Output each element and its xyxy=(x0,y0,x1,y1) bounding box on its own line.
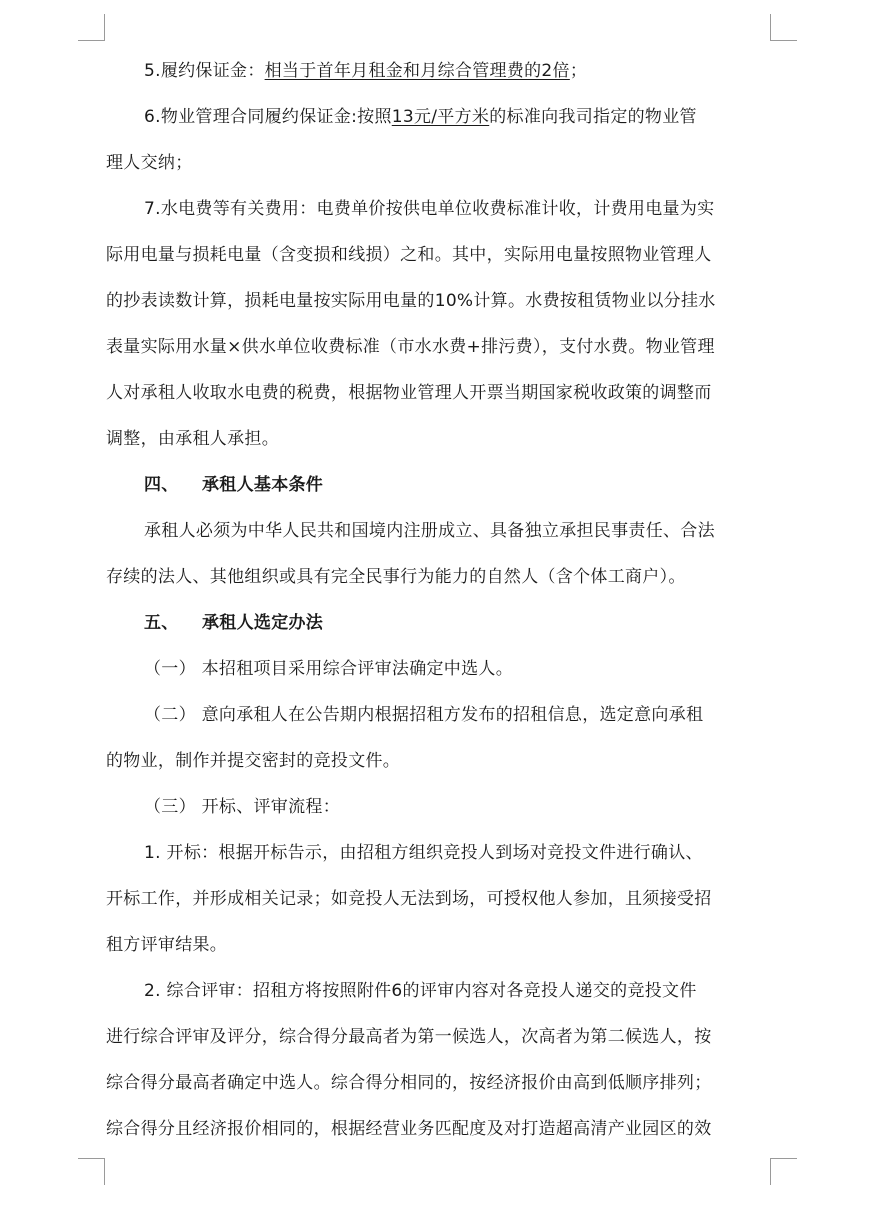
item-7-line: 调整，由承租人承担。 xyxy=(106,429,279,449)
section-4-title: 承租人基本条件 xyxy=(202,475,324,495)
crop-mark-top-left xyxy=(78,14,105,41)
item-5-label: 5.履约保证金： xyxy=(144,61,265,81)
item-7-line: 的抄表读数计算，损耗电量按实际用电量的10%计算。水费按租赁物业以分挂水 xyxy=(106,291,716,311)
item-6-line-2: 理人交纳； xyxy=(106,153,193,173)
item-6-label: 6.物业管理合同履约保证金:按照 xyxy=(144,107,392,127)
crop-mark-bottom-right xyxy=(770,1158,797,1185)
section-5-sub-3: （三） 开标、评审流程： xyxy=(144,797,341,817)
step-2-line: 2. 综合评审：招租方将按照附件6的评审内容对各竞投人递交的竞投文件 xyxy=(144,981,697,1001)
section-5-title: 承租人选定办法 xyxy=(202,613,324,633)
step-1-line: 租方评审结果。 xyxy=(106,935,228,955)
item-6 xyxy=(106,94,770,140)
step-2-line: 综合得分且经济报价相同的，根据经营业务匹配度及对打造超高清产业园区的效 xyxy=(106,1119,712,1139)
step-1-line: 1. 开标：根据开标告示，由招租方组织竞投人到场对竞投文件进行确认、 xyxy=(144,843,703,863)
item-5 xyxy=(106,48,770,94)
item-7-line: 人对承租人收取水电费的税费，根据物业管理人开票当期国家税收政策的调整而 xyxy=(106,383,712,403)
item-5-deposit-terms: 相当于首年月租金和月综合管理费的2倍 xyxy=(264,61,570,81)
item-5-end: ； xyxy=(569,61,588,81)
item-7-line: 际用电量与损耗电量（含变损和线损）之和。其中，实际用电量按照物业管理人 xyxy=(106,245,712,265)
section-5-heading xyxy=(106,600,770,646)
crop-mark-top-right xyxy=(770,14,797,41)
document-body xyxy=(106,48,770,1152)
item-6-rate: 13元/平方米 xyxy=(391,107,490,127)
item-6-rest: 的标准向我司指定的物业管 xyxy=(489,107,697,127)
crop-mark-bottom-left xyxy=(78,1158,105,1185)
step-2-line: 综合得分最高者确定中选人。综合得分相同的，按经济报价由高到低顺序排列； xyxy=(106,1073,712,1093)
section-4-line: 承租人必须为中华人民共和国境内注册成立、具备独立承担民事责任、合法 xyxy=(144,521,715,541)
section-5-sub-2-line: （二） 意向承租人在公告期内根据招租方发布的招租信息，选定意向承租 xyxy=(144,705,704,725)
item-7-line: 表量实际用水量×供水单位收费标准（市水水费+排污费），支付水费。物业管理 xyxy=(106,337,715,357)
section-5-sub-1: （一） 本招租项目采用综合评审法确定中选人。 xyxy=(144,659,514,679)
section-5-number: 五、 xyxy=(144,613,179,633)
section-4-heading xyxy=(106,462,770,508)
item-7-line: 7.水电费等有关费用：电费单价按供电单位收费标准计收，计费用电量为实 xyxy=(144,199,715,219)
section-4-line: 存续的法人、其他组织或具有完全民事行为能力的自然人（含个体工商户）。 xyxy=(106,567,686,587)
section-4-number: 四、 xyxy=(144,475,179,495)
step-2-line: 进行综合评审及评分，综合得分最高者为第一候选人，次高者为第二候选人，按 xyxy=(106,1027,712,1047)
step-1-line: 开标工作，并形成相关记录；如竞投人无法到场，可授权他人参加，且须接受招 xyxy=(106,889,712,909)
section-5-sub-2-line: 的物业，制作并提交密封的竞投文件。 xyxy=(106,751,401,771)
